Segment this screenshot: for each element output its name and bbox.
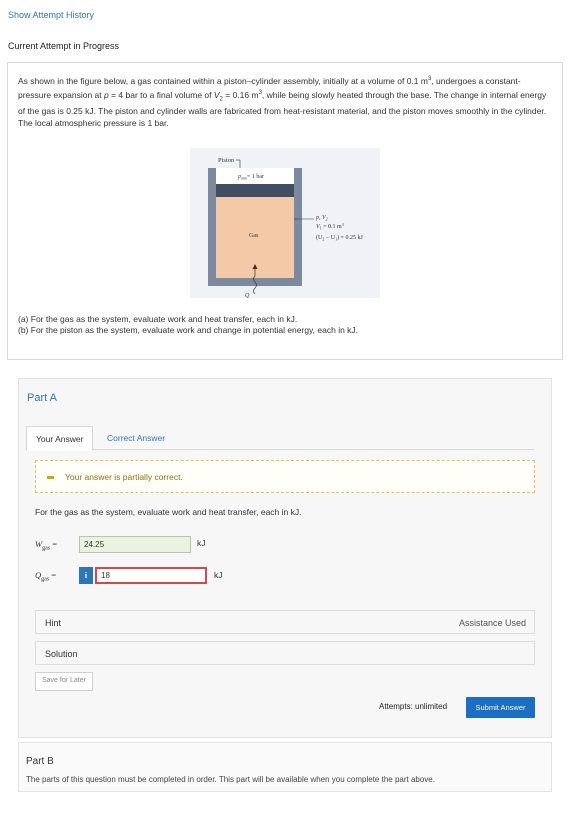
- superscript: 3: [427, 76, 432, 82]
- heat-q-label: Q: [245, 293, 250, 298]
- piston: [216, 184, 294, 197]
- save-for-later-button[interactable]: Save for Later: [35, 672, 93, 691]
- current-attempt-heading: Current Attempt in Progress: [8, 41, 120, 51]
- info-icon[interactable]: i: [79, 567, 93, 584]
- answer-tab-bar: [26, 426, 534, 450]
- problem-text-part: = 4 bar to a final volume of: [108, 89, 214, 100]
- w-gas-input[interactable]: 24.25: [79, 536, 191, 553]
- part-a-header[interactable]: [18, 378, 552, 415]
- piston-cylinder-diagram: [190, 148, 380, 298]
- solution-label: Solution: [45, 649, 78, 659]
- state-line-1: p, $V_2$: [316, 215, 328, 222]
- hint-accordion[interactable]: [35, 610, 535, 634]
- patm-label: $p_{atm}= 1$ bar: [238, 174, 265, 181]
- piston-label: Piston: [218, 157, 235, 164]
- part-a-title: Part A: [27, 392, 57, 404]
- gas-label: Gas: [249, 233, 259, 239]
- w-gas-label: $W_{gas}$ =: [35, 539, 58, 552]
- problem-text-part: , undergoes a constant-pressure expansion at: [18, 75, 521, 100]
- cylinder-left-wall: [208, 168, 216, 286]
- state-line-2: $V_1 = 0.1$ $m^3$: [316, 222, 344, 231]
- volume-variable: V: [213, 89, 220, 100]
- part-b-text: The parts of this question must be completed in order. This part will be available when you complete the part above.: [26, 775, 435, 784]
- problem-questions: [18, 314, 358, 336]
- assistance-used-label: Assistance Used: [458, 618, 526, 628]
- q-gas-label: $Q_{gas}$ =: [35, 570, 57, 583]
- tab-your-answer[interactable]: Your Answer: [26, 426, 93, 451]
- tab-correct-answer[interactable]: Correct Answer: [107, 433, 166, 443]
- q-gas-input[interactable]: 18: [95, 567, 207, 584]
- part-b-section: [18, 742, 552, 792]
- submit-answer-button[interactable]: Submit Answer: [466, 697, 535, 718]
- problem-text-part: = 0.16 m: [222, 89, 259, 100]
- partial-correct-icon: [47, 476, 54, 479]
- superscript: 3: [258, 89, 262, 96]
- part-b-title: Part B: [26, 756, 54, 767]
- piston-cylinder-figure: [190, 148, 380, 298]
- cylinder-right-wall: [294, 168, 302, 286]
- problem-text-part: As shown in the figure below, a gas contained within a piston–cylinder assembly, initially at a volume of 0.1 m: [18, 75, 428, 86]
- state-line-3: $(U_2 - U_1) = 0.25$ kJ: [316, 235, 363, 242]
- feedback-text: Your answer is partially correct.: [65, 472, 183, 482]
- attempts-label: Attempts: unlimited: [379, 702, 448, 711]
- problem-text-part: , while being slowly heated through the base. The change in internal energy of the gas is 0.25 kJ. The piston and cylinder walls are fabricated from heat-resistant material, and the piston moves smoothly in the cylinder. The local atmospheric pressure is 1 bar.: [18, 89, 547, 129]
- feedback-box: [35, 460, 535, 493]
- q-gas-unit: kJ: [214, 570, 223, 580]
- show-attempt-history-link[interactable]: Show Attempt History: [8, 10, 95, 20]
- problem-statement-box: [7, 62, 563, 360]
- hint-label: Hint: [45, 618, 62, 628]
- w-gas-unit: kJ: [197, 538, 206, 548]
- question-b: (b) For the piston as the system, evaluate work and change in potential energy, each in kJ.: [18, 325, 359, 335]
- subscript: 2: [219, 96, 223, 103]
- problem-text: [18, 73, 548, 129]
- question-a: (a) For the gas as the system, evaluate work and heat transfer, each in kJ.: [18, 314, 298, 324]
- part-a-instruction: For the gas as the system, evaluate work and heat transfer, each in kJ.: [35, 507, 302, 517]
- solution-accordion[interactable]: [35, 641, 535, 665]
- part-a-body: [18, 414, 552, 738]
- pressure-variable: p: [104, 89, 109, 100]
